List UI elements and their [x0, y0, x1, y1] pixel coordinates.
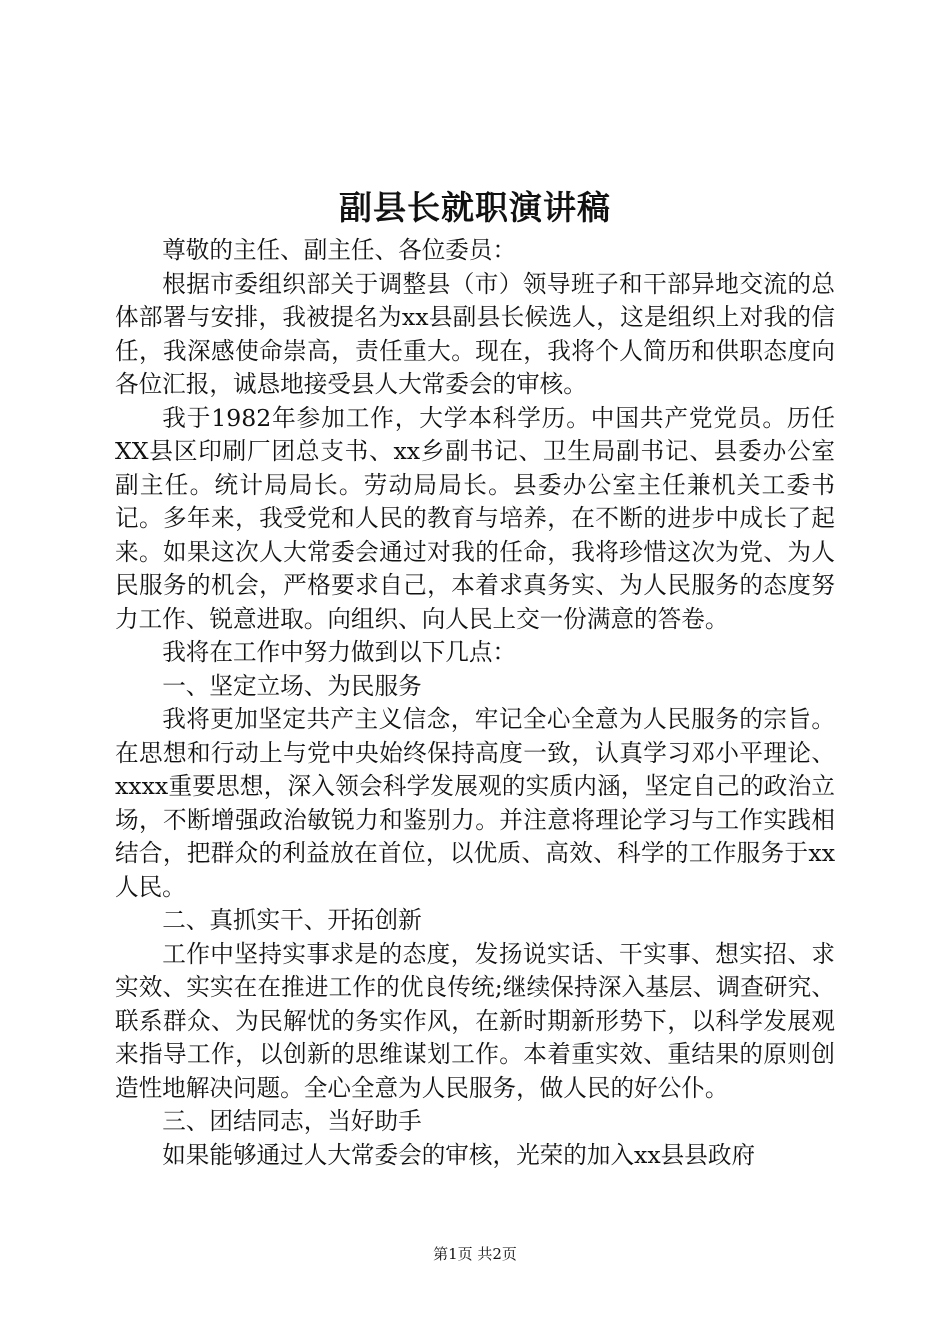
page-number-footer: 第1页 共2页	[433, 1245, 517, 1263]
body-paragraph: 我将在工作中努力做到以下几点：	[162, 638, 517, 666]
body-paragraph: 工作中坚持实事求是的态度，发扬说实话、干实事、想实招、求实效、实实在在推进工作的优良传统;继续保持深入基层、调查研究、联系群众、为民解忧的务实作风，在新时期新形势下，以科学发展观来指导工作，以创新的思维谋划工作。本着重实效、重结果的原则创造性地解决问题。全心全意为人民服务，做人民的好公仆。	[115, 939, 835, 1102]
body-paragraph: 我将更加坚定共产主义信念，牢记全心全意为人民服务的宗旨。在思想和行动上与党中央始终保持高度一致，认真学习邓小平理论、xxxx重要思想，深入领会科学发展观的实质内涵，坚定自己的政治立场，不断增强政治敏锐力和鉴别力。并注意将理论学习与工作实践相结合，把群众的利益放在首位，以优质、高效、科学的工作服务于xx人民。	[115, 705, 835, 901]
document-title: 副县长就职演讲稿	[339, 188, 611, 227]
document-body	[115, 234, 835, 1172]
body-paragraph: 我于1982年参加工作，大学本科学历。中国共产党党员。历任XX县区印刷厂团总支书、xx乡副书记、卫生局副书记、县委办公室副主任。统计局局长。劳动局局长。县委办公室主任兼机关工委书记。多年来，我受党和人民的教育与培养，在不断的进步中成长了起来。如果这次人大常委会通过对我的任命，我将珍惜这次为党、为人民服务的机会，严格要求自己，本着求真务实、为人民服务的态度努力工作、锐意进取。向组织、向人民上交一份满意的答卷。	[115, 403, 835, 633]
section-heading: 三、团结同志，当好助手	[162, 1107, 422, 1135]
body-paragraph: 如果能够通过人大常委会的审核，光荣的加入xx县县政府	[162, 1140, 756, 1169]
body-paragraph: 根据市委组织部关于调整县（市）领导班子和干部异地交流的总体部署与安排，我被提名为xx县副县长候选人，这是组织上对我的信任，我深感使命崇高，责任重大。现在，我将个人简历和供职态度向各位汇报，诚恳地接受县人大常委会的审核。	[115, 269, 835, 398]
section-heading: 二、真抓实干、开拓创新	[162, 906, 422, 934]
section-heading: 一、坚定立场、为民服务	[162, 671, 422, 700]
salutation-paragraph: 尊敬的主任、副主任、各位委员：	[162, 236, 517, 264]
